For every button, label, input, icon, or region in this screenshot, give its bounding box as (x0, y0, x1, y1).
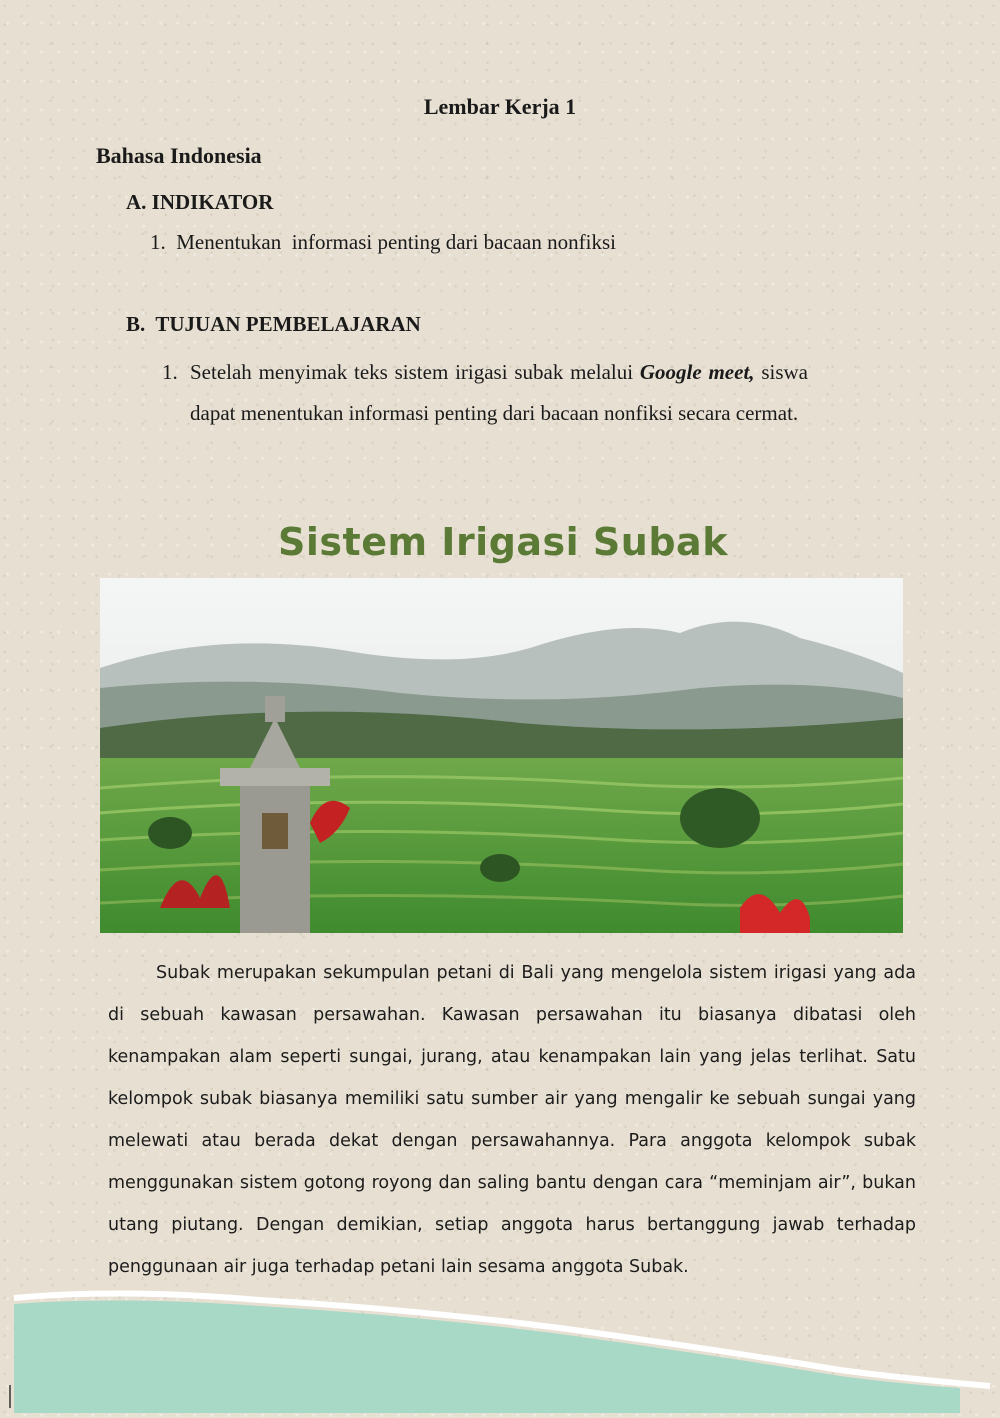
reading-paragraph: Subak merupakan sekumpulan petani di Bali yang mengelola sistem irigasi yang ada di sebuah kawasan persawahan. Kawasan persawahan itu biasanya dibatasi oleh kenampakan alam seperti sungai, jurang, atau kenampakan lain yang jelas terlihat. Satu kelompok subak biasanya memiliki satu sumber air yang mengalir ke sebuah sungai yang melewati atau berada dekat dengan persawahannya. Para anggota kelompok subak menggunakan sistem gotong royong dan saling bantu dengan cara “meminjam air”, bukan utang piutang. Dengan demikian, setiap anggota harus bertanggung jawab terhadap penggunaan air juga terhadap petani lain sesama anggota Subak. (108, 963, 916, 1277)
section-a-item-number: 1. (150, 230, 166, 254)
footer-wave-decoration (0, 1290, 1000, 1413)
section-b-item-text (162, 352, 808, 433)
section-b-item (162, 352, 808, 433)
section-a-item (150, 230, 616, 255)
rice-terrace-photo (100, 578, 903, 933)
page-title: Lembar Kerja 1 (423, 94, 577, 119)
section-b-item-number: 1. (162, 360, 178, 384)
subject-label: Bahasa Indonesia (96, 143, 262, 168)
section-b-text-after: siswa dapat menentukan informasi penting dari bacaan nonfiksi secara cermat. (190, 360, 808, 425)
reading-heading: Sistem Irigasi Subak (278, 520, 728, 564)
section-b-text-before: Setelah menyimak teks sistem irigasi subak melalui (190, 360, 640, 384)
section-a-heading: A. INDIKATOR (126, 190, 274, 214)
section-b-emphasis: Google meet, (639, 360, 755, 384)
section-a-item-text: Menentukan informasi penting dari bacaan nonfiksi (176, 230, 616, 254)
section-b-heading: B. TUJUAN PEMBELAJARAN (126, 312, 421, 336)
